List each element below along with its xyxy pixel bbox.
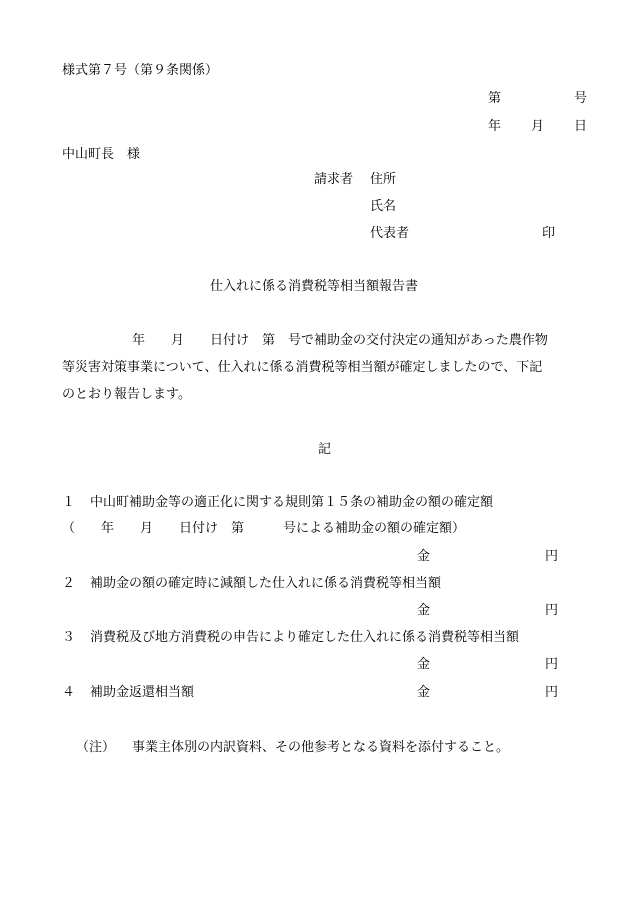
item-1-kin: 金 (417, 549, 431, 564)
body-line-3: のとおり報告します。 (62, 387, 191, 402)
item-2-yen: 円 (545, 603, 559, 618)
name-label: 氏名 (370, 199, 397, 214)
date-day: 日 (574, 119, 588, 134)
document-title: 仕入れに係る消費税等相当額報告書 (210, 279, 419, 294)
address-label: 住所 (370, 172, 397, 187)
item-1-number: １ (62, 495, 76, 510)
representative-label: 代表者 (370, 226, 410, 241)
item-4-number: ４ (62, 685, 76, 700)
date-month: 月 (531, 119, 545, 134)
date-year: 年 (488, 119, 502, 134)
addressee: 中山町長 様 (62, 147, 141, 162)
seal-mark: 印 (542, 226, 556, 241)
form-label: 様式第７号（第９条関係） (62, 63, 219, 78)
item-3-kin: 金 (417, 657, 431, 672)
item-2-number: ２ (62, 576, 76, 591)
item-3-text: 消費税及び地方消費税の申告により確定した仕入れに係る消費税等相当額 (90, 630, 520, 645)
item-4-text: 補助金返還相当額 (90, 685, 195, 700)
doc-number-suffix: 号 (574, 91, 588, 106)
item-4-kin: 金 (417, 685, 431, 700)
item-1-text: 中山町補助金等の適正化に関する規則第１５条の補助金の額の確定額 (90, 495, 494, 510)
doc-number-prefix: 第 (488, 91, 502, 106)
note-text: 事業主体別の内訳資料、その他参考となる資料を添付すること。 (132, 740, 510, 755)
item-3-yen: 円 (545, 657, 559, 672)
item-2-text: 補助金の額の確定時に減額した仕入れに係る消費税等相当額 (90, 576, 442, 591)
item-1-subtext: （ 年 月 日付け 第 号による補助金の額の確定額） (62, 521, 466, 536)
item-1-yen: 円 (545, 549, 559, 564)
item-4-yen: 円 (545, 685, 559, 700)
item-2-kin: 金 (417, 603, 431, 618)
item-3-number: ３ (62, 630, 76, 645)
claimant-label: 請求者 (314, 172, 354, 187)
body-line-1: 年 月 日付け 第 号で補助金の交付決定の通知があった農作物 (132, 333, 548, 348)
note-label: （注） (76, 740, 116, 755)
ki-heading: 記 (318, 442, 332, 457)
body-line-2: 等災害対策事業について、仕入れに係る消費税等相当額が確定しましたので、下記 (62, 360, 543, 375)
